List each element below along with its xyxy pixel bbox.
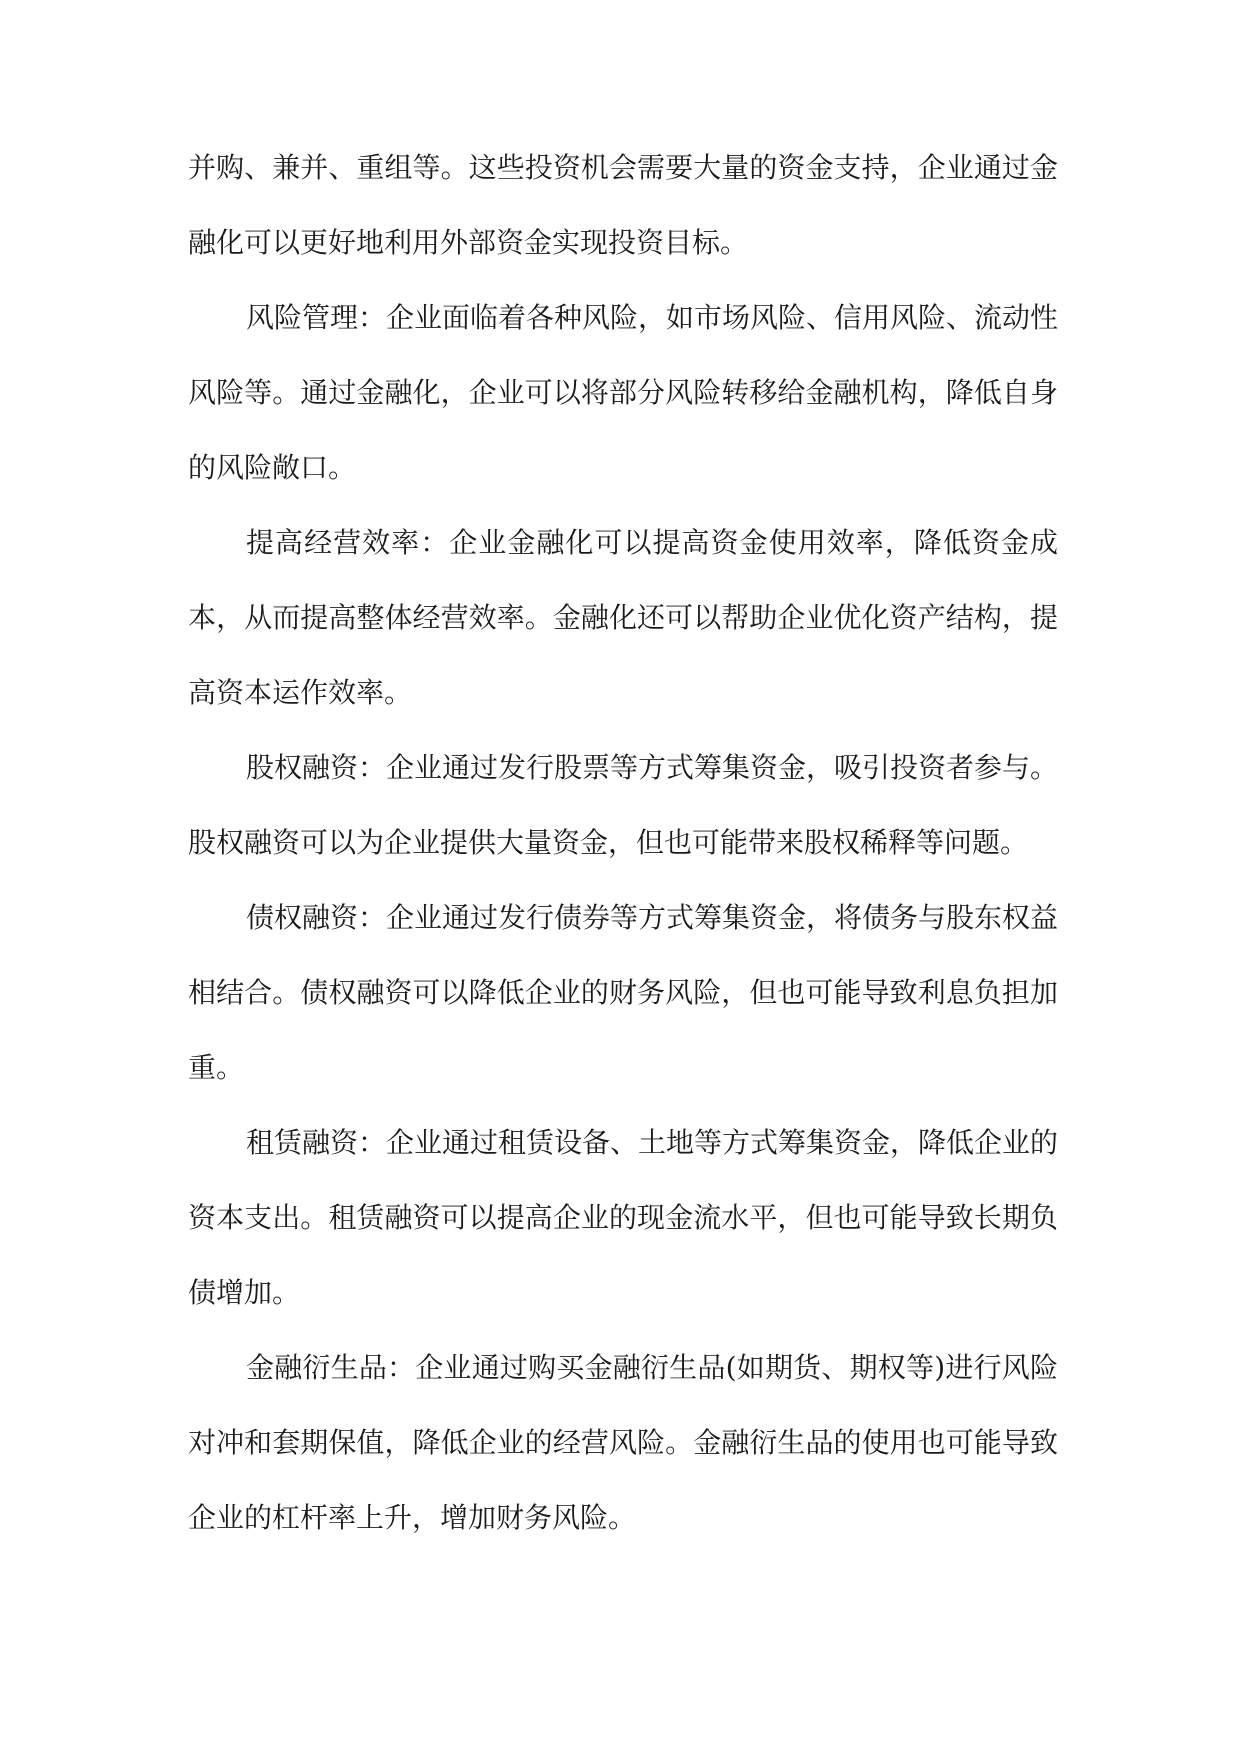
document-body: [188, 130, 1058, 1555]
paragraph-financial-derivatives: 金融衍生品：企业通过购买金融衍生品(如期货、期权等)进行风险对冲和套期保值，降低企业的经营风险。金融衍生品的使用也可能导致企业的杠杆率上升，增加财务风险。: [188, 1351, 1058, 1534]
paragraph-risk-management: 风险管理：企业面临着各种风险，如市场风险、信用风险、流动性风险等。通过金融化，企业可以将部分风险转移给金融机构，降低自身的风险敞口。: [188, 301, 1059, 484]
paragraph-continuation: 并购、兼并、重组等。这些投资机会需要大量的资金支持，企业通过金融化可以更好地利用外部资金实现投资目标。: [188, 151, 1058, 259]
paragraph-operating-efficiency: 提高经营效率：企业金融化可以提高资金使用效率，降低资金成本，从而提高整体经营效率。金融化还可以帮助企业优化资产结构，提高资本运作效率。: [188, 526, 1058, 709]
paragraph-lease-financing: 租赁融资：企业通过租赁设备、土地等方式筹集资金，降低企业的资本支出。租赁融资可以提高企业的现金流水平，但也可能导致长期负债增加。: [188, 1126, 1059, 1309]
paragraph-equity-financing: 股权融资：企业通过发行股票等方式筹集资金，吸引投资者参与。股权融资可以为企业提供大量资金，但也可能带来股权稀释等问题。: [188, 751, 1059, 859]
paragraph-debt-financing: 债权融资：企业通过发行债券等方式筹集资金，将债务与股东权益相结合。债权融资可以降低企业的财务风险，但也可能导致利息负担加重。: [188, 901, 1059, 1084]
